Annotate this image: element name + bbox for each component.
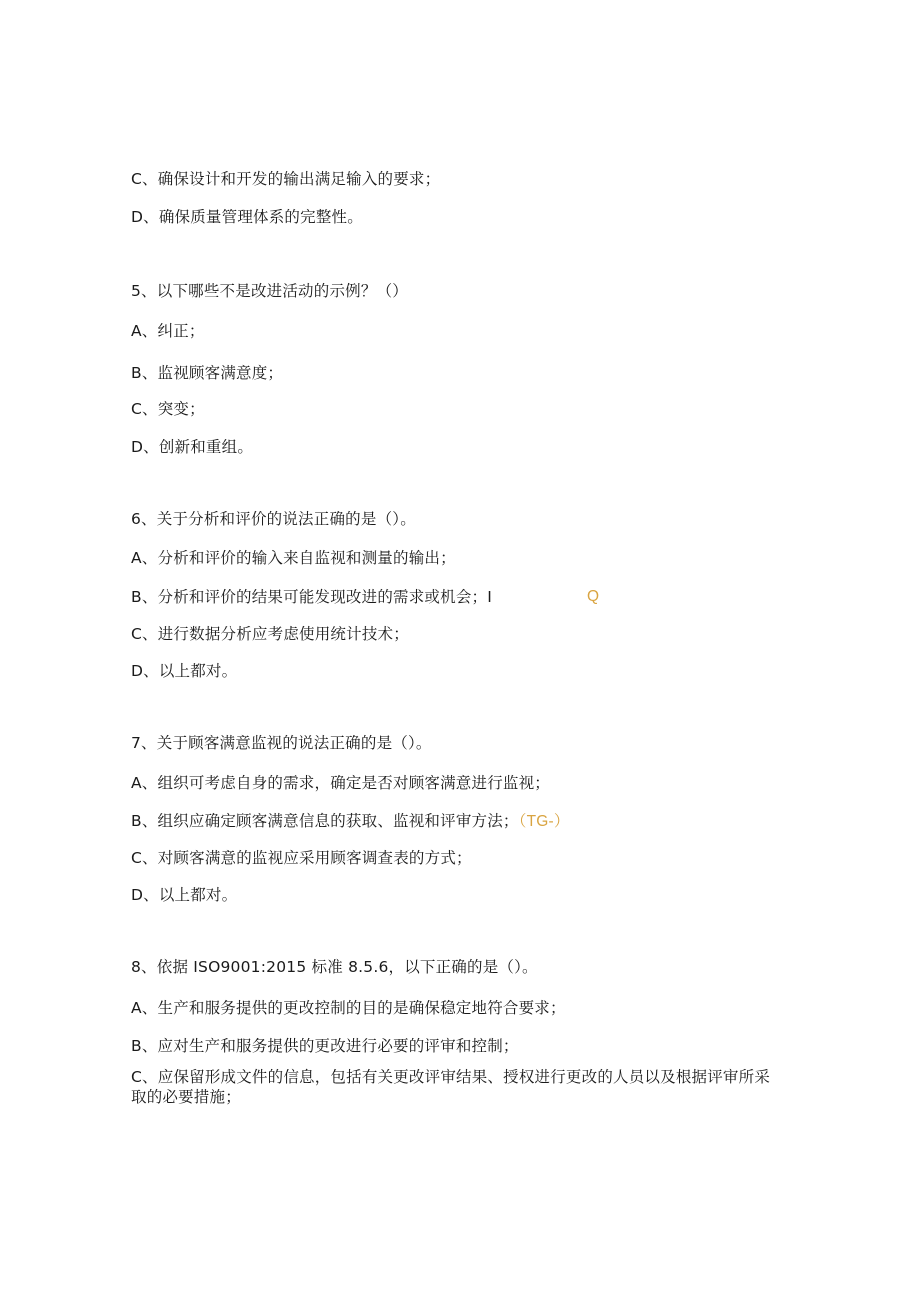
q7-option-a: A、组织可考虑自身的需求，确定是否对顾客满意进行监视； <box>131 774 551 792</box>
q7-stem: 7、关于顾客满意监视的说法正确的是（）。 <box>131 734 432 752</box>
q8-option-c: C、应保留形成文件的信息，包括有关更改评审结果、授权进行更改的人员以及根据评审所采取的必要措施； <box>131 1068 771 1106</box>
q6-stem: 6、关于分析和评价的说法正确的是（）。 <box>131 510 416 528</box>
q6-option-b: B、分析和评价的结果可能发现改进的需求或机会；I <box>131 588 493 606</box>
q8-option-b: B、应对生产和服务提供的更改进行必要的评审和控制； <box>131 1037 519 1055</box>
q7-option-c: C、对顾客满意的监视应采用顾客调查表的方式； <box>131 849 472 867</box>
q5-option-b: B、监视顾客满意度； <box>131 364 284 382</box>
q5-stem: 5、以下哪些不是改进活动的示例？（） <box>131 282 408 300</box>
q4-option-d: D、确保质量管理体系的完整性。 <box>131 208 363 226</box>
q8-stem: 8、依据 ISO9001:2015 标准 8.5.6，以下正确的是（）。 <box>131 958 538 976</box>
q6-option-c: C、进行数据分析应考虑使用统计技术； <box>131 625 409 643</box>
q7-option-b <box>131 811 570 832</box>
q6-option-b-mark: Q <box>587 588 600 605</box>
q7-option-d: D、以上都对。 <box>131 886 238 904</box>
q4-option-c: C、确保设计和开发的输出满足输入的要求； <box>131 170 441 188</box>
q5-option-a: A、纠正； <box>131 322 205 340</box>
q8-option-a: A、生产和服务提供的更改控制的目的是确保稳定地符合要求； <box>131 999 566 1017</box>
q7-option-b-text: B、组织应确定顾客满意信息的获取、监视和评审方法； <box>131 812 519 830</box>
q5-option-d: D、创新和重组。 <box>131 438 254 456</box>
q6-option-d: D、以上都对。 <box>131 662 238 680</box>
q6-option-a: A、分析和评价的输入来自监视和测量的输出； <box>131 549 456 567</box>
q5-option-c: C、突变； <box>131 400 205 418</box>
q7-option-b-mark: （TG-） <box>518 813 570 830</box>
